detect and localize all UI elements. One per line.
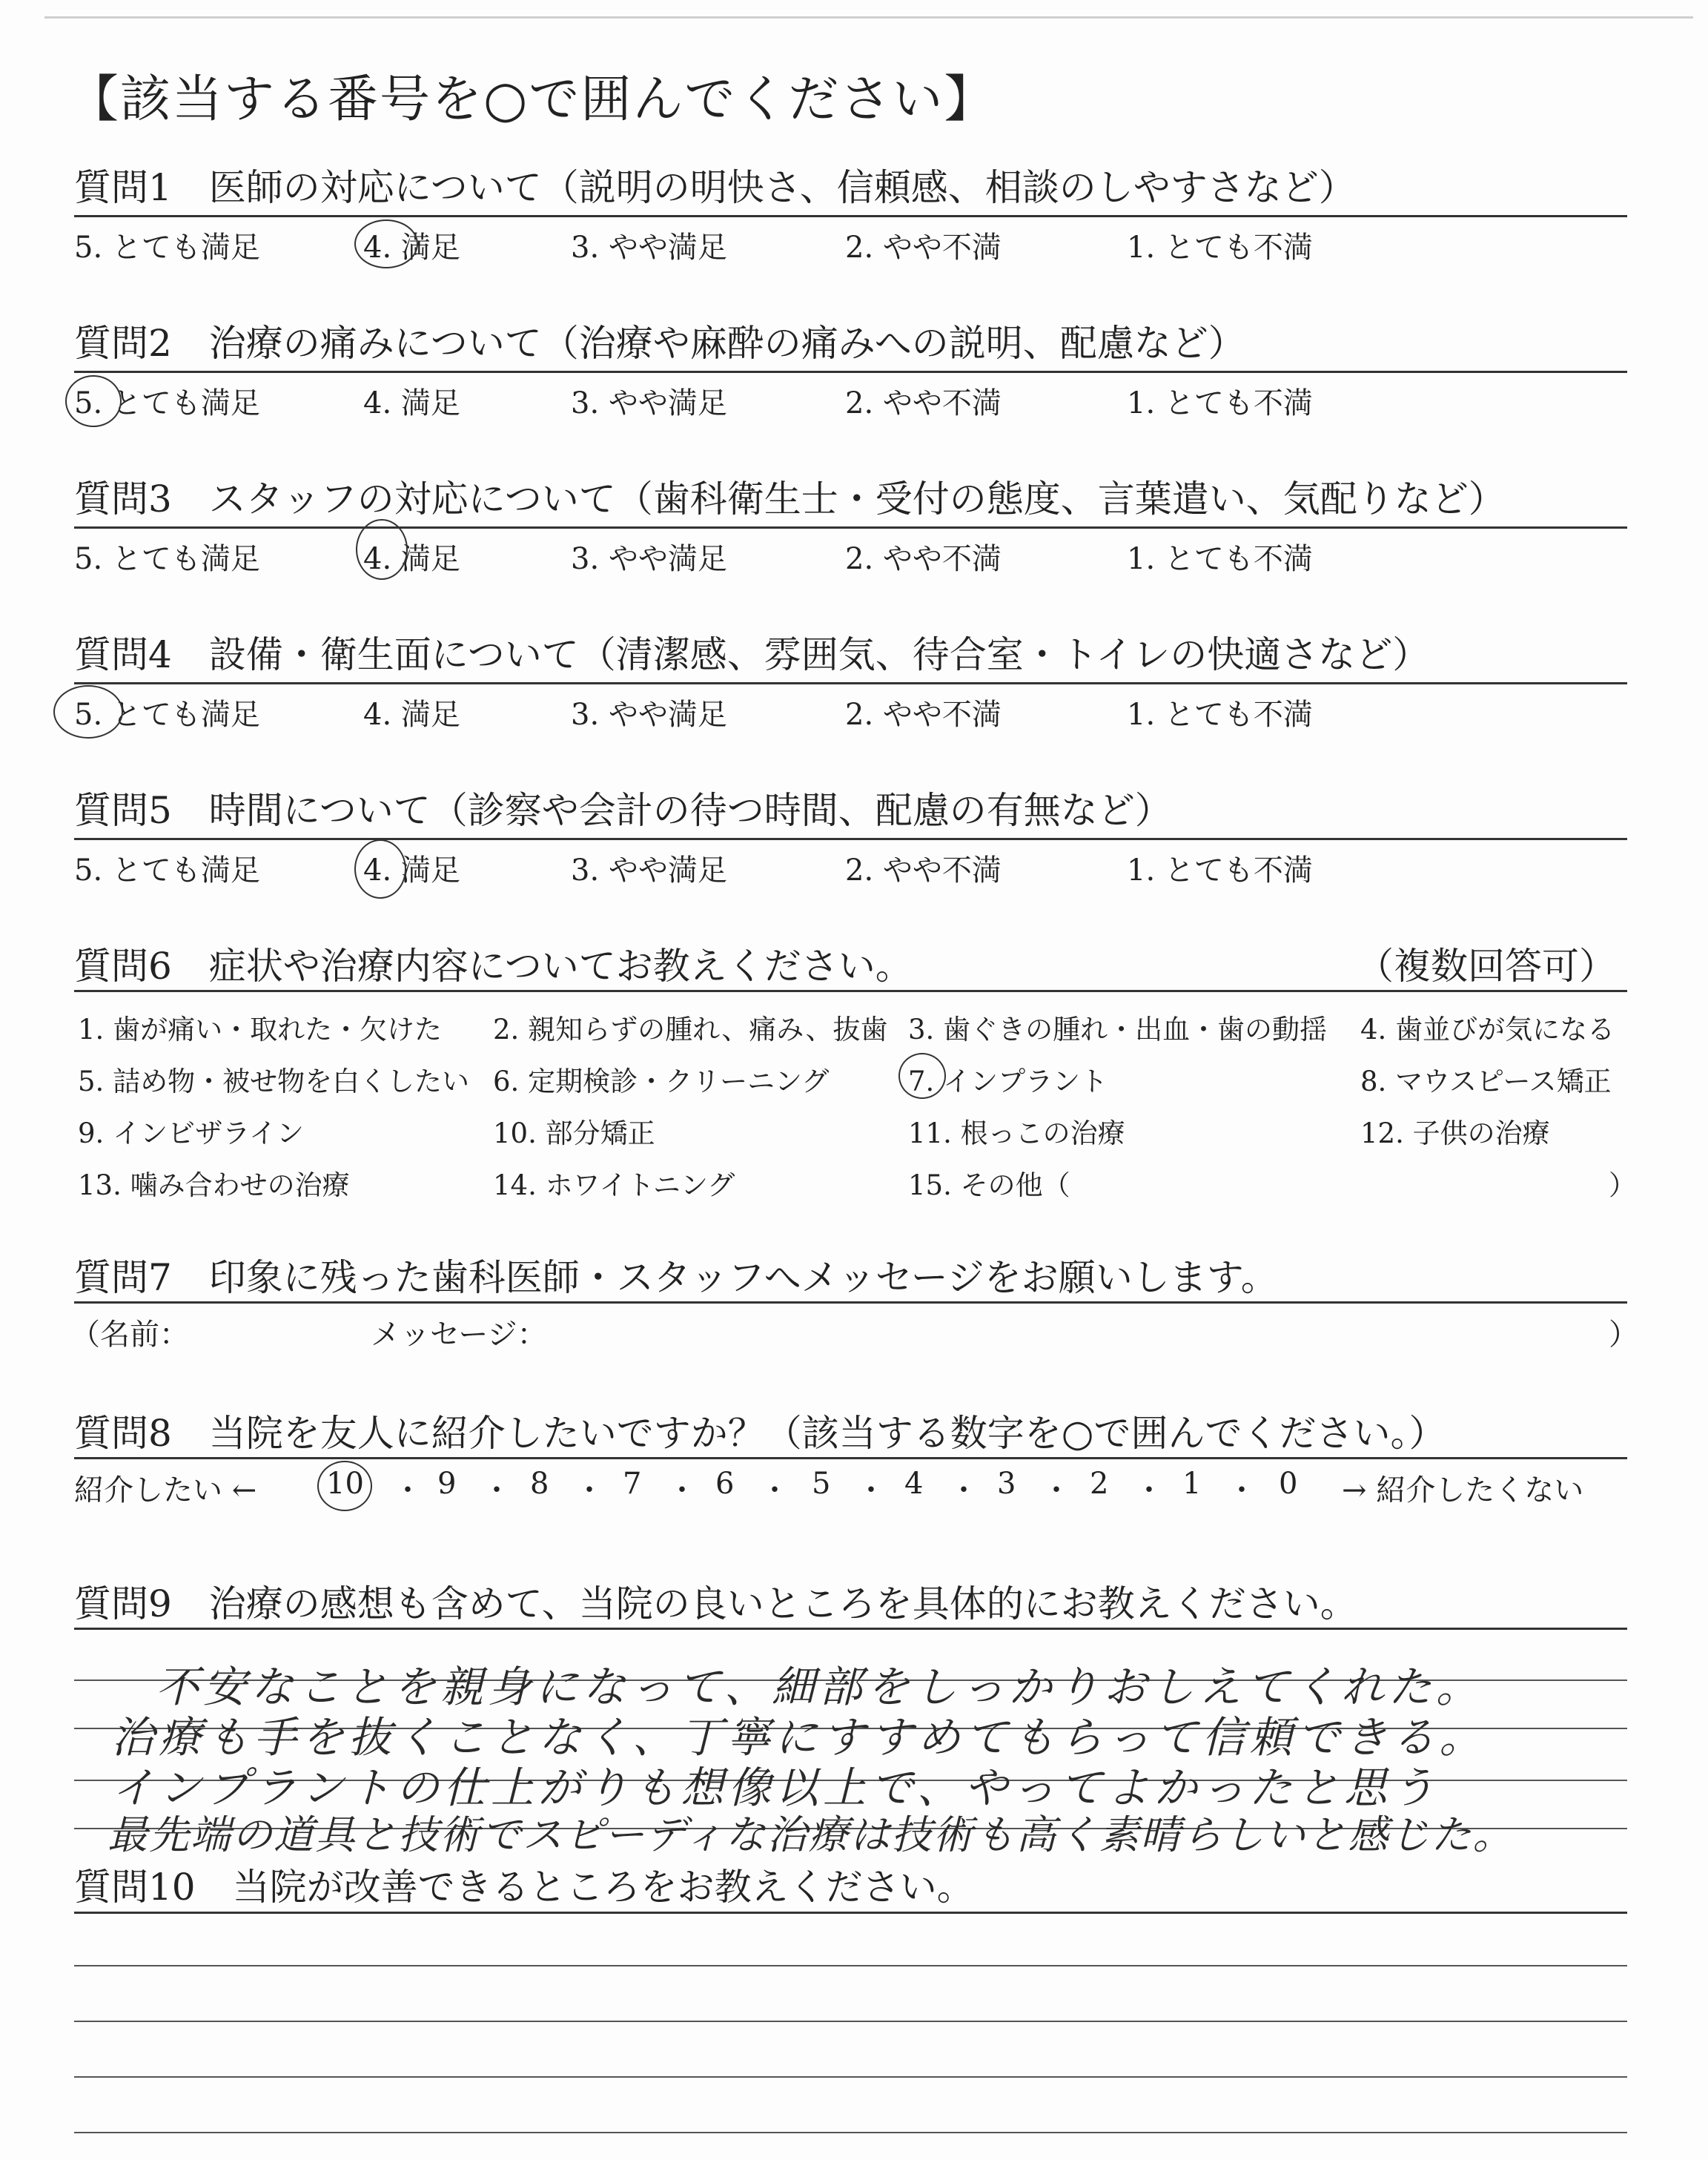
- q3-option-5[interactable]: 5. とても満足: [74, 542, 260, 576]
- q6-option-4[interactable]: 4. 歯並びが気になる: [1360, 1014, 1615, 1046]
- q6-option-1[interactable]: 1. 歯が痛い・取れた・欠けた: [78, 1014, 443, 1046]
- page-title: 【該当する番号を○で囲んでください】: [68, 70, 996, 129]
- q8-separator: ・: [949, 1473, 979, 1507]
- q5-selection-circle: [354, 839, 406, 899]
- divider: [74, 1457, 1627, 1459]
- q2-option-3[interactable]: 3. やや満足: [571, 386, 727, 420]
- question-5-title: 質問5 時間について（診察や会計の待つ時間、配慮の有無など）: [74, 789, 1172, 832]
- q8-separator: ・: [667, 1473, 697, 1507]
- q7-message-label: メッセージ：: [371, 1318, 547, 1352]
- divider: [74, 526, 1627, 529]
- question-6-title: 質問6 症状や治療内容についてお教えください。: [74, 945, 913, 988]
- q8-separator: ・: [575, 1473, 604, 1507]
- q8-scale-8[interactable]: 8: [530, 1467, 549, 1501]
- q8-separator: ・: [1134, 1473, 1164, 1507]
- q6-option-3[interactable]: 3. 歯ぐきの腫れ・出血・歯の動揺: [908, 1014, 1328, 1046]
- divider: [74, 990, 1627, 992]
- q6-other-close: ）: [1609, 1169, 1636, 1201]
- q8-selection-circle: [317, 1461, 372, 1511]
- q7-close-paren: ）: [1609, 1318, 1638, 1352]
- q6-option-11[interactable]: 11. 根っこの治療: [908, 1117, 1125, 1149]
- answer-line: [74, 1965, 1627, 1966]
- question-8-title: 質問8 当院を友人に紹介したいですか？（該当する数字を○で囲んでください。）: [74, 1412, 1446, 1455]
- q4-option-2[interactable]: 2. やや不満: [845, 698, 1002, 732]
- q8-right-label: → 紹介したくない: [1342, 1473, 1584, 1507]
- top-border: [44, 16, 1693, 19]
- q1-option-5[interactable]: 5. とても満足: [74, 231, 260, 265]
- question-7-title: 質問7 印象に残った歯科医師・スタッフへメッセージをお願いします。: [74, 1256, 1278, 1299]
- q8-left-label: 紹介したい ←: [74, 1473, 257, 1507]
- q8-separator: ・: [760, 1473, 790, 1507]
- divider: [74, 682, 1627, 684]
- q6-option-9[interactable]: 9. インビザライン: [78, 1117, 304, 1149]
- q6-option-6[interactable]: 6. 定期検診・クリーニング: [493, 1066, 830, 1097]
- q2-option-4[interactable]: 4. 満足: [363, 386, 460, 420]
- q8-scale-3[interactable]: 3: [997, 1467, 1016, 1501]
- q9-handwritten-line-2: 治療も手を抜くことなく、丁寧にすすめてもらって信頼できる。: [111, 1712, 1487, 1763]
- q2-selection-circle: [65, 375, 122, 427]
- divider: [74, 1628, 1627, 1630]
- q4-option-5[interactable]: 5. とても満足: [74, 698, 260, 732]
- divider: [74, 215, 1627, 217]
- answer-line: [74, 2021, 1627, 2022]
- q6-option-15[interactable]: 15. その他（: [908, 1169, 1070, 1201]
- q5-option-1[interactable]: 1. とても不満: [1127, 853, 1313, 888]
- q4-option-4[interactable]: 4. 満足: [363, 698, 460, 732]
- q1-option-1[interactable]: 1. とても不満: [1127, 231, 1313, 265]
- q5-option-4[interactable]: 4. 満足: [363, 853, 460, 888]
- q8-scale-4[interactable]: 4: [904, 1467, 924, 1501]
- answer-line: [74, 2076, 1627, 2078]
- q4-selection-circle: [53, 685, 123, 739]
- q8-scale-2[interactable]: 2: [1090, 1467, 1109, 1501]
- q2-option-1[interactable]: 1. とても不満: [1127, 386, 1313, 420]
- q5-option-2[interactable]: 2. やや不満: [845, 853, 1002, 888]
- question-6-note: （複数回答可）: [1357, 945, 1616, 988]
- q6-option-12[interactable]: 12. 子供の治療: [1360, 1117, 1550, 1149]
- divider: [74, 1301, 1627, 1304]
- q3-option-1[interactable]: 1. とても不満: [1127, 542, 1313, 576]
- question-9-title: 質問9 治療の感想も含めて、当院の良いところを具体的にお教えください。: [74, 1582, 1357, 1625]
- question-4-title: 質問4 設備・衛生面について（清潔感、雰囲気、待合室・トイレの快適さなど）: [74, 633, 1430, 676]
- divider: [74, 1912, 1627, 1914]
- q5-option-3[interactable]: 3. やや満足: [571, 853, 727, 888]
- q6-option-2[interactable]: 2. 親知らずの腫れ、痛み、抜歯: [493, 1014, 888, 1046]
- question-3-title: 質問3 スタッフの対応について（歯科衛生士・受付の態度、言葉遣い、気配りなど）: [74, 478, 1506, 521]
- q6-option-14[interactable]: 14. ホワイトニング: [493, 1169, 735, 1201]
- q8-scale-0[interactable]: 0: [1279, 1467, 1298, 1501]
- q6-option-8[interactable]: 8. マウスピース矯正: [1360, 1066, 1612, 1097]
- q3-option-2[interactable]: 2. やや不満: [845, 542, 1002, 576]
- q4-option-1[interactable]: 1. とても不満: [1127, 698, 1313, 732]
- q8-scale-6[interactable]: 6: [715, 1467, 735, 1501]
- question-2-title: 質問2 治療の痛みについて（治療や麻酔の痛みへの説明、配慮など）: [74, 322, 1245, 365]
- q3-option-4[interactable]: 4. 満足: [363, 542, 460, 576]
- q8-separator: ・: [1227, 1473, 1257, 1507]
- divider: [74, 371, 1627, 373]
- q1-selection-circle: [354, 219, 418, 268]
- q8-scale-7[interactable]: 7: [623, 1467, 642, 1501]
- q6-option-10[interactable]: 10. 部分矯正: [493, 1117, 655, 1149]
- q7-name-label: （名前：: [70, 1318, 189, 1352]
- q3-selection-circle: [356, 519, 408, 580]
- q6-option-7[interactable]: 7. インプラント: [908, 1066, 1108, 1097]
- q8-separator: ・: [482, 1473, 512, 1507]
- q9-handwritten-line-3: インプラントの仕上がりも想像以上で、やってよかったと思う: [111, 1763, 1439, 1813]
- q6-option-5[interactable]: 5. 詰め物・被せ物を白くしたい: [78, 1066, 470, 1097]
- q6-selection-circle: [898, 1053, 946, 1099]
- q8-separator: ・: [393, 1473, 423, 1507]
- q1-option-4[interactable]: 4. 満足: [363, 231, 460, 265]
- q2-option-2[interactable]: 2. やや不満: [845, 386, 1002, 420]
- question-1-title: 質問1 医師の対応について（説明の明快さ、信頼感、相談のしやすさなど）: [74, 166, 1356, 209]
- q8-scale-10[interactable]: 10: [326, 1467, 364, 1501]
- answer-line: [74, 2132, 1627, 2133]
- question-10-title: 質問10 当院が改善できるところをお教えください。: [74, 1866, 974, 1909]
- q6-option-13[interactable]: 13. 噛み合わせの治療: [78, 1169, 350, 1201]
- q8-separator: ・: [1042, 1473, 1071, 1507]
- q2-option-5[interactable]: 5. とても満足: [74, 386, 260, 420]
- q1-option-2[interactable]: 2. やや不満: [845, 231, 1002, 265]
- q1-option-3[interactable]: 3. やや満足: [571, 231, 727, 265]
- q5-option-5[interactable]: 5. とても満足: [74, 853, 260, 888]
- q8-separator: ・: [856, 1473, 886, 1507]
- divider: [74, 838, 1627, 840]
- q9-handwritten-line-1: 不安なことを親身になって、細部をしっかりおしえてくれた。: [156, 1662, 1483, 1712]
- q8-scale-9[interactable]: 9: [437, 1467, 457, 1501]
- q8-scale-1[interactable]: 1: [1182, 1467, 1202, 1501]
- q8-scale-5[interactable]: 5: [812, 1467, 831, 1501]
- q9-handwritten-line-4: 最先端の道具と技術でスピーディな治療は技術も高く素晴らしいと感じた。: [107, 1811, 1515, 1858]
- q4-option-3[interactable]: 3. やや満足: [571, 698, 727, 732]
- q3-option-3[interactable]: 3. やや満足: [571, 542, 727, 576]
